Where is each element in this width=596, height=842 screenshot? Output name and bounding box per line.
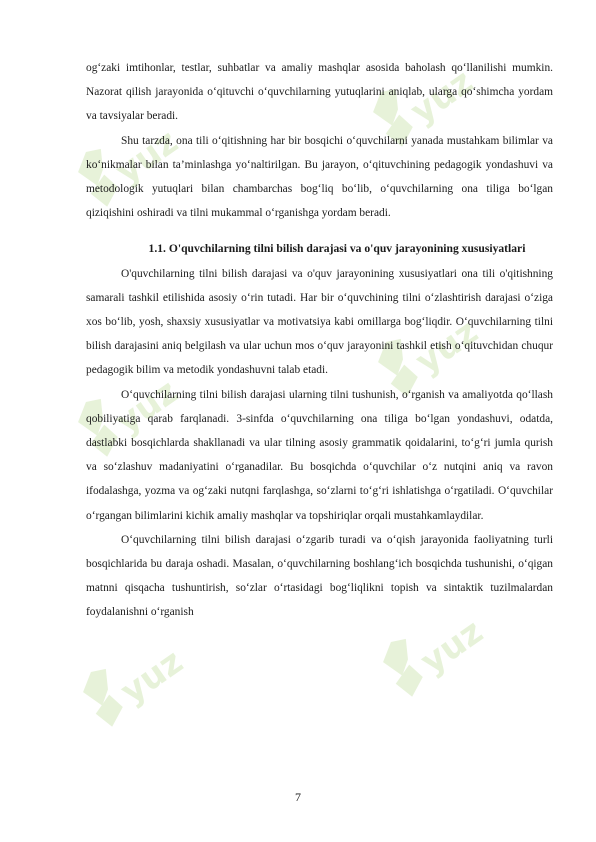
paragraph: O‘quvchilarning tilni bilish darajasi ularning tilni tushunish, o‘rganish va amaliyotda qo‘llash qobiliyatiga qarab farqlanadi. 3-sinfda o‘quvchilarning ona tiliga bo‘lgan yondashuvi, odatda, dastlabki bosqichlarda shakllanadi va ular tilning asosiy grammatik qoidalarini, to‘g‘ri jumla qurish va so‘zlashuv madaniyatini o‘rganadilar. Bu bosqichda o‘quvchilar o‘z nutqini aniq va ravon ifodalashga, yozma va og‘zaki nutqni farqlashga, so‘zlarni to‘g‘ri ishlatishga o‘rgatiladi. O‘quvchilar o‘rgangan bilimlarini kichik amaliy mashqlar va topshiriqlar orqali mustahkamlaydilar. — [86, 388, 553, 522]
paragraph: O'quvchilarning tilni bilish darajasi va o'quv jarayonining xususiyatlari ona tili o'qitishning samarali tashkil etilishida asosiy o‘rin tutadi. Har bir o‘quvchining tilni o‘zlashtirish darajasi o‘ziga xos bo‘lib, yosh, shaxsiy xususiyatlar va motivatsiya kabi omillarga bog‘liqdir. O‘quvchilarning tilni bilish darajasini aniq belgilash va ular uchun mos o‘quv jarayonini tashkil etish o‘qituvchidan chuqur pedagogik bilim va metodik yondashuvni talab etadi. — [86, 267, 553, 377]
document-body — [86, 56, 553, 625]
page-number: 7 — [295, 790, 301, 804]
svg-text:yuz: yuz — [108, 121, 186, 193]
watermark-logo-icon — [365, 610, 515, 720]
svg-text:yuz: yuz — [108, 371, 186, 443]
svg-text:yuz: yuz — [413, 611, 491, 683]
paragraph: Shu tarzda, ona tili o‘qitishning har bir bosqichi o‘quvchilarni yanada mustahkam bilimlar va ko‘nikmalar bilan ta’minlashga yo‘naltirilgan. Bu jarayon, o‘qituvchining pedagogik yondashuvi va metodologik yutuqlari bilan chambarchas bog‘liq bo‘lib, o‘quvchilarning ona tiliga bo‘lgan qiziqishini oshiradi va tilni mukammal o‘rganishga yordam beradi. — [86, 134, 553, 220]
watermark-logo-icon — [65, 640, 215, 750]
section-heading: 1.1. O'quvchilarning tilni bilish darajasi va o'quv jarayonining xususiyatlari — [148, 242, 526, 256]
paragraph: O‘quvchilarning tilni bilish darajasi o‘zgarib turadi va o‘qish jarayonida faoliyatning turli bosqichlarida bu daraja oshadi. Masalan, o‘quvchilarning boshlang‘ich bosqichda tushunishi, o‘qigan matnni qisqacha tushuntirish, so‘zlar o‘rtasidagi bog‘liqlikni topish va sintaktik tuzilmalardan foydalanishni o‘rganish — [86, 533, 553, 619]
svg-text:yuz: yuz — [403, 61, 481, 133]
paragraph: og‘zaki imtihonlar, testlar, suhbatlar va amaliy mashqlar asosida baholash qo‘llanilishi mumkin. Nazorat qilish jarayonida o‘qituvchi o‘quvchilarning yutuqlarini aniqlab, ularga qo‘shimcha yordam va tavsiyalar beradi. — [86, 62, 553, 123]
svg-text:yuz: yuz — [113, 641, 191, 713]
svg-text:yuz: yuz — [408, 311, 486, 383]
